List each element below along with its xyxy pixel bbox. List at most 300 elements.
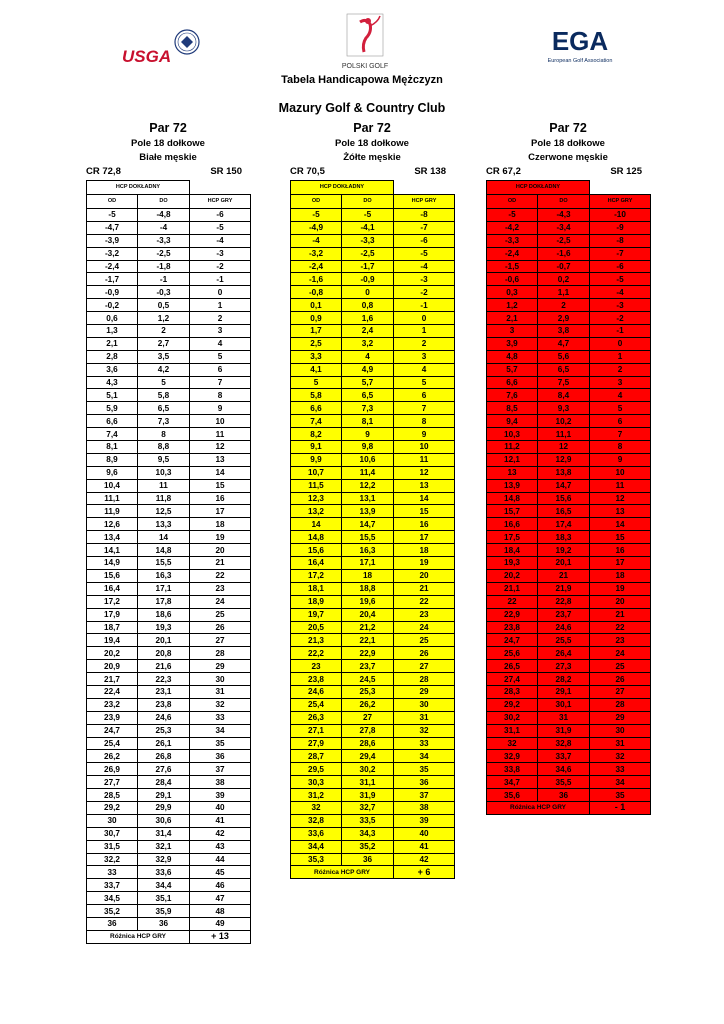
od-cell: 29,2 xyxy=(87,801,138,814)
table-row xyxy=(487,673,651,686)
hcp-gry-cell: 11 xyxy=(394,453,455,466)
do-cell: 31,9 xyxy=(538,724,590,737)
hcp-gry-cell: -9 xyxy=(590,221,651,234)
do-cell: 12,9 xyxy=(538,453,590,466)
hcp-gry-cell: -4 xyxy=(590,286,651,299)
hcp-gry-cell: -10 xyxy=(590,209,651,222)
hcp-gry-cell: 33 xyxy=(590,763,651,776)
od-cell: 26,5 xyxy=(487,660,538,673)
ega-logo xyxy=(535,24,625,70)
do-cell: 17,4 xyxy=(538,518,590,531)
hcp-gry-cell: -2 xyxy=(590,312,651,325)
do-cell: 20,8 xyxy=(138,647,190,660)
table-row xyxy=(87,247,251,260)
do-cell: -0,3 xyxy=(138,286,190,299)
table-row xyxy=(87,350,251,363)
do-cell: 17,1 xyxy=(342,557,394,570)
hcp-gry-cell: 34 xyxy=(190,724,251,737)
od-cell: 16,4 xyxy=(291,557,342,570)
table-row xyxy=(87,234,251,247)
od-cell: 7,4 xyxy=(87,428,138,441)
do-cell: 0 xyxy=(342,286,394,299)
od-cell: 13,2 xyxy=(291,505,342,518)
od-cell: 35,6 xyxy=(487,789,538,802)
od-cell: -0,6 xyxy=(487,273,538,286)
do-cell: 13,8 xyxy=(538,466,590,479)
table-row xyxy=(291,247,455,260)
hcp-gry-header: HCP GRY xyxy=(590,195,651,209)
hcp-gry-cell: 24 xyxy=(394,621,455,634)
do-cell: 9,5 xyxy=(138,453,190,466)
do-header: DO xyxy=(538,195,590,209)
od-cell: 28,3 xyxy=(487,685,538,698)
table-row xyxy=(291,312,455,325)
od-cell: 10,3 xyxy=(487,428,538,441)
do-cell: 2,4 xyxy=(342,325,394,338)
hcp-gry-cell: 0 xyxy=(394,312,455,325)
od-cell: 13,4 xyxy=(87,531,138,544)
do-cell: 7,3 xyxy=(342,402,394,415)
hcp-gry-cell: 11 xyxy=(590,479,651,492)
od-cell: 32,2 xyxy=(87,853,138,866)
od-cell: 24,6 xyxy=(291,685,342,698)
hcp-gry-cell: 38 xyxy=(394,801,455,814)
do-cell: 19,3 xyxy=(138,621,190,634)
do-cell: 35,5 xyxy=(538,776,590,789)
od-cell: -0,2 xyxy=(87,299,138,312)
hcp-gry-cell: 28 xyxy=(190,647,251,660)
od-cell: 11,9 xyxy=(87,505,138,518)
hcp-gry-cell: 48 xyxy=(190,905,251,918)
od-cell: 10,4 xyxy=(87,479,138,492)
do-header: DO xyxy=(138,195,190,209)
do-cell: 0,5 xyxy=(138,299,190,312)
do-cell: 21 xyxy=(538,569,590,582)
do-cell: 2,9 xyxy=(538,312,590,325)
do-cell: 33,7 xyxy=(538,750,590,763)
do-cell: 34,6 xyxy=(538,763,590,776)
table-row xyxy=(291,853,455,866)
od-cell: 14,8 xyxy=(487,492,538,505)
od-cell: -2,4 xyxy=(487,247,538,260)
do-cell: 5 xyxy=(138,376,190,389)
table-row xyxy=(87,312,251,325)
do-cell: 29,1 xyxy=(538,685,590,698)
do-cell: 32,9 xyxy=(138,853,190,866)
do-cell: 26,4 xyxy=(538,647,590,660)
table-row xyxy=(487,453,651,466)
do-cell: 3,2 xyxy=(342,337,394,350)
do-cell: 21,6 xyxy=(138,660,190,673)
do-cell: 24,6 xyxy=(138,711,190,724)
od-cell: 1,2 xyxy=(487,299,538,312)
hcp-gry-cell: 34 xyxy=(394,750,455,763)
hcp-gry-cell: -1 xyxy=(190,273,251,286)
hcp-gry-cell: 0 xyxy=(590,337,651,350)
table-subheader-row xyxy=(487,195,651,209)
table-row xyxy=(487,234,651,247)
od-cell: 31,2 xyxy=(291,789,342,802)
hcp-gry-cell: 35 xyxy=(394,763,455,776)
table-row xyxy=(487,376,651,389)
od-cell: 0,6 xyxy=(87,312,138,325)
do-cell: 23,8 xyxy=(138,698,190,711)
table-row xyxy=(291,209,455,222)
od-cell: 12,1 xyxy=(487,453,538,466)
do-cell: 34,4 xyxy=(138,879,190,892)
slope-rating: SR 125 xyxy=(610,166,642,177)
do-cell: 0,8 xyxy=(342,299,394,312)
od-cell: 7,6 xyxy=(487,389,538,402)
table-footer-row xyxy=(291,866,455,879)
table-row xyxy=(487,505,651,518)
usga-logo-text: USGA xyxy=(122,47,172,66)
table-row xyxy=(487,737,651,750)
table-row xyxy=(87,647,251,660)
hcp-gry-cell: 4 xyxy=(590,389,651,402)
hcp-gry-cell: 8 xyxy=(394,415,455,428)
do-cell: 8,4 xyxy=(538,389,590,402)
od-cell: 27,9 xyxy=(291,737,342,750)
hcp-gry-cell: 39 xyxy=(190,789,251,802)
od-cell: -4,7 xyxy=(87,221,138,234)
table-row xyxy=(487,634,651,647)
hcp-gry-cell: 33 xyxy=(394,737,455,750)
handicap-table xyxy=(486,180,651,815)
hcp-gry-cell: -3 xyxy=(590,299,651,312)
od-cell: 24,7 xyxy=(87,724,138,737)
od-cell: 26,3 xyxy=(291,711,342,724)
table-row xyxy=(87,505,251,518)
od-cell: 33,6 xyxy=(291,827,342,840)
od-cell: 31,1 xyxy=(487,724,538,737)
table-row xyxy=(291,776,455,789)
hcp-gry-cell: 12 xyxy=(394,466,455,479)
table-row xyxy=(291,350,455,363)
od-cell: 11,5 xyxy=(291,479,342,492)
hcp-gry-cell: 9 xyxy=(590,453,651,466)
do-cell: 4,2 xyxy=(138,363,190,376)
do-cell: -3,4 xyxy=(538,221,590,234)
do-cell: -2,5 xyxy=(342,247,394,260)
section-red xyxy=(486,120,650,815)
table-row xyxy=(487,312,651,325)
table-row xyxy=(487,286,651,299)
hcp-gry-cell: 15 xyxy=(190,479,251,492)
od-cell: 14,8 xyxy=(291,531,342,544)
hcp-gry-cell: 6 xyxy=(394,389,455,402)
table-row xyxy=(487,544,651,557)
table-row xyxy=(291,557,455,570)
table-row xyxy=(291,441,455,454)
hcp-gry-cell: 37 xyxy=(190,763,251,776)
hcp-gry-cell: 35 xyxy=(590,789,651,802)
do-cell: 25,5 xyxy=(538,634,590,647)
hcp-gry-cell: 2 xyxy=(190,312,251,325)
difference-label: Różnica HCP GRY xyxy=(487,801,590,814)
hcp-gry-cell: 10 xyxy=(190,415,251,428)
table-row xyxy=(291,221,455,234)
od-cell: -5 xyxy=(87,209,138,222)
hcp-gry-cell: 14 xyxy=(190,466,251,479)
hcp-gry-cell: 44 xyxy=(190,853,251,866)
hcp-gry-cell: 5 xyxy=(394,376,455,389)
table-row xyxy=(291,595,455,608)
do-cell: 18,8 xyxy=(342,582,394,595)
do-cell: 36 xyxy=(342,853,394,866)
hcp-gry-cell: 29 xyxy=(590,711,651,724)
hcp-gry-cell: 38 xyxy=(190,776,251,789)
hcp-gry-cell: 1 xyxy=(590,350,651,363)
club-name: Mazury Golf & Country Club xyxy=(278,101,446,115)
do-cell: -4,1 xyxy=(342,221,394,234)
do-cell: 5,8 xyxy=(138,389,190,402)
hcp-gry-cell: 19 xyxy=(590,582,651,595)
od-cell: 23,2 xyxy=(87,698,138,711)
do-cell: 4,9 xyxy=(342,363,394,376)
od-cell: 34,4 xyxy=(291,840,342,853)
do-cell: 16,3 xyxy=(342,544,394,557)
slope-rating: SR 150 xyxy=(210,166,242,177)
hcp-gry-cell: 49 xyxy=(190,917,251,930)
od-cell: 8,5 xyxy=(487,402,538,415)
od-cell: 28,5 xyxy=(87,789,138,802)
table-row xyxy=(87,698,251,711)
hcp-gry-cell: 43 xyxy=(190,840,251,853)
hcp-gry-cell: 19 xyxy=(394,557,455,570)
table-row xyxy=(487,750,651,763)
table-row xyxy=(87,402,251,415)
hcp-gry-cell: 17 xyxy=(190,505,251,518)
do-cell: 30,6 xyxy=(138,814,190,827)
table-row xyxy=(87,209,251,222)
do-cell: 5,6 xyxy=(538,350,590,363)
table-row xyxy=(291,647,455,660)
do-cell: 2 xyxy=(538,299,590,312)
hcp-gry-cell: 47 xyxy=(190,892,251,905)
hcp-gry-cell: 32 xyxy=(394,724,455,737)
od-cell: 8,9 xyxy=(87,453,138,466)
do-cell: -3,3 xyxy=(138,234,190,247)
do-cell: 21,2 xyxy=(342,621,394,634)
od-cell: 33,7 xyxy=(87,879,138,892)
do-cell: 28,6 xyxy=(342,737,394,750)
do-cell: 18 xyxy=(342,569,394,582)
table-row xyxy=(87,621,251,634)
holes-label: Pole 18 dołkowe xyxy=(335,138,409,149)
table-row xyxy=(87,453,251,466)
hcp-gry-cell: -7 xyxy=(394,221,455,234)
do-cell: 17,1 xyxy=(138,582,190,595)
do-cell: 8,8 xyxy=(138,441,190,454)
table-row xyxy=(487,582,651,595)
table-row xyxy=(87,827,251,840)
hcp-gry-cell: 40 xyxy=(190,801,251,814)
do-cell: 22,9 xyxy=(342,647,394,660)
table-header-row xyxy=(487,181,651,195)
table-row xyxy=(87,479,251,492)
hcp-gry-cell: 29 xyxy=(394,685,455,698)
od-cell: -2,4 xyxy=(87,260,138,273)
table-row xyxy=(87,660,251,673)
table-row xyxy=(291,531,455,544)
hcp-gry-cell: 14 xyxy=(394,492,455,505)
table-row xyxy=(291,711,455,724)
rating-row xyxy=(486,165,650,179)
table-header-row xyxy=(87,181,251,195)
od-cell: 19,4 xyxy=(87,634,138,647)
hcp-gry-cell: 16 xyxy=(190,492,251,505)
od-cell: -3,9 xyxy=(87,234,138,247)
hcp-gry-cell: 5 xyxy=(190,350,251,363)
table-row xyxy=(487,209,651,222)
od-cell: 20,2 xyxy=(487,569,538,582)
hcp-gry-header: HCP GRY xyxy=(190,195,251,209)
table-row xyxy=(87,608,251,621)
do-cell: 22,3 xyxy=(138,673,190,686)
table-row xyxy=(487,441,651,454)
table-row xyxy=(87,634,251,647)
od-cell: 28,7 xyxy=(291,750,342,763)
hcp-gry-cell: -1 xyxy=(394,299,455,312)
table-row xyxy=(87,428,251,441)
par-label: Par 72 xyxy=(353,121,391,135)
od-cell: 16,6 xyxy=(487,518,538,531)
do-cell: 1,1 xyxy=(538,286,590,299)
table-row xyxy=(87,776,251,789)
do-cell: 24,5 xyxy=(342,673,394,686)
hcp-gry-cell: 14 xyxy=(590,518,651,531)
table-row xyxy=(291,376,455,389)
do-cell: 4,7 xyxy=(538,337,590,350)
table-row xyxy=(87,389,251,402)
do-cell: 11 xyxy=(138,479,190,492)
od-header: OD xyxy=(87,195,138,209)
od-cell: 4,8 xyxy=(487,350,538,363)
hcp-gry-cell: -5 xyxy=(590,273,651,286)
do-cell: -1 xyxy=(138,273,190,286)
hcp-gry-cell: 1 xyxy=(190,299,251,312)
table-row xyxy=(487,492,651,505)
hcp-gry-cell: 46 xyxy=(190,879,251,892)
section-yellow xyxy=(290,120,454,879)
hcp-gry-cell: 20 xyxy=(590,595,651,608)
do-cell: 36 xyxy=(538,789,590,802)
ega-logo-text: EGA xyxy=(551,26,609,56)
od-cell: 30,7 xyxy=(87,827,138,840)
table-row xyxy=(487,789,651,802)
od-cell: 25,4 xyxy=(87,737,138,750)
do-cell: 19,6 xyxy=(342,595,394,608)
table-row xyxy=(291,234,455,247)
od-cell: 14,1 xyxy=(87,544,138,557)
od-cell: 0,3 xyxy=(487,286,538,299)
od-cell: 32,9 xyxy=(487,750,538,763)
ega-logo-subtext: European Golf Association xyxy=(547,58,613,64)
od-cell: 21,7 xyxy=(87,673,138,686)
difference-value: + 13 xyxy=(190,930,251,943)
do-cell: 36 xyxy=(138,917,190,930)
do-cell: 11,1 xyxy=(538,428,590,441)
table-row xyxy=(87,917,251,930)
table-row xyxy=(291,582,455,595)
od-cell: 14 xyxy=(291,518,342,531)
table-row xyxy=(487,660,651,673)
od-cell: 17,5 xyxy=(487,531,538,544)
od-cell: 1,3 xyxy=(87,325,138,338)
od-cell: 2,1 xyxy=(487,312,538,325)
do-cell: 20,4 xyxy=(342,608,394,621)
table-row xyxy=(291,479,455,492)
hcp-gry-cell: 12 xyxy=(590,492,651,505)
do-cell: 13,1 xyxy=(342,492,394,505)
hcp-gry-cell: 31 xyxy=(394,711,455,724)
do-cell: 26,8 xyxy=(138,750,190,763)
do-cell: 3,8 xyxy=(538,325,590,338)
od-cell: 13,9 xyxy=(487,479,538,492)
hcp-gry-cell: 18 xyxy=(590,569,651,582)
do-cell: -0,7 xyxy=(538,260,590,273)
par-label: Par 72 xyxy=(149,121,187,135)
table-header-row xyxy=(291,181,455,195)
table-row xyxy=(291,634,455,647)
do-cell: 35,2 xyxy=(342,840,394,853)
hcp-gry-cell: 17 xyxy=(394,531,455,544)
table-row xyxy=(487,647,651,660)
table-row xyxy=(291,363,455,376)
hcp-gry-cell: 16 xyxy=(394,518,455,531)
od-cell: -4,9 xyxy=(291,221,342,234)
od-cell: 15,7 xyxy=(487,505,538,518)
hcp-gry-cell: 0 xyxy=(190,286,251,299)
od-cell: 27,7 xyxy=(87,776,138,789)
do-cell: 3,5 xyxy=(138,350,190,363)
table-row xyxy=(487,479,651,492)
od-cell: -0,9 xyxy=(87,286,138,299)
table-row xyxy=(291,814,455,827)
od-cell: 23 xyxy=(291,660,342,673)
hcp-gry-cell: 42 xyxy=(190,827,251,840)
od-header: OD xyxy=(291,195,342,209)
do-cell: 15,5 xyxy=(138,557,190,570)
hcp-gry-cell: 13 xyxy=(190,453,251,466)
table-row xyxy=(291,737,455,750)
hcp-gry-cell: 2 xyxy=(590,363,651,376)
do-cell: 2,7 xyxy=(138,337,190,350)
od-cell: 4,1 xyxy=(291,363,342,376)
od-cell: 18,9 xyxy=(291,595,342,608)
hcp-gry-cell: 8 xyxy=(590,441,651,454)
do-cell: 29,9 xyxy=(138,801,190,814)
do-cell: 35,9 xyxy=(138,905,190,918)
hcp-gry-cell: 16 xyxy=(590,544,651,557)
table-row xyxy=(87,518,251,531)
od-cell: 21,3 xyxy=(291,634,342,647)
table-row xyxy=(487,531,651,544)
table-row xyxy=(87,544,251,557)
hcp-gry-cell: 33 xyxy=(190,711,251,724)
hcp-gry-cell: -2 xyxy=(394,286,455,299)
table-row xyxy=(291,428,455,441)
table-row xyxy=(87,711,251,724)
od-cell: 17,2 xyxy=(87,595,138,608)
course-rating: CR 70,5 xyxy=(290,166,325,177)
polski-golf-logo-text: POLSKI GOLF xyxy=(341,63,389,70)
od-cell: 15,6 xyxy=(87,569,138,582)
do-cell: -1,8 xyxy=(138,260,190,273)
hcp-gry-cell: 10 xyxy=(590,466,651,479)
do-cell: -2,5 xyxy=(538,234,590,247)
